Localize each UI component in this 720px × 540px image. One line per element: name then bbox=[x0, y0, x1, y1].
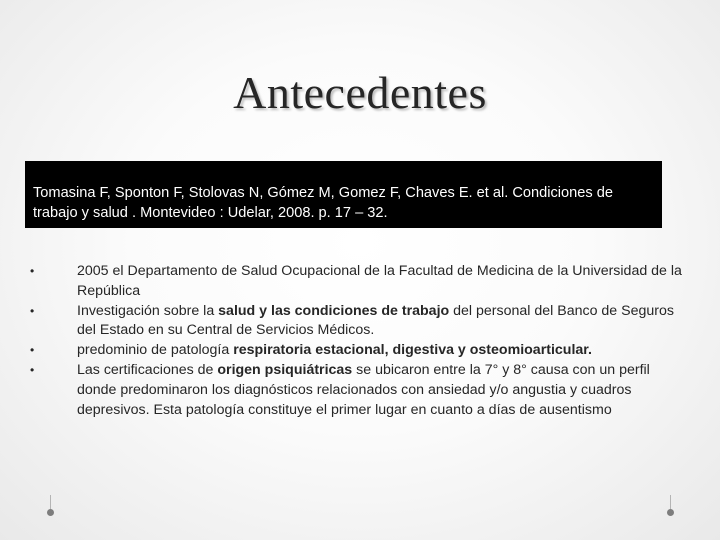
bullet-icon: • bbox=[30, 343, 35, 358]
citation-box: Tomasina F, Sponton F, Stolovas N, Gómez M, Gomez F, Chaves E. et al. Condiciones de trabajo y salud . Montevideo : Udelar, 2008. p. 17 – 32. bbox=[25, 161, 662, 228]
bullet-icon: • bbox=[30, 303, 35, 318]
bullet-icon: • bbox=[30, 362, 35, 377]
bullet-list bbox=[28, 262, 688, 420]
bullet-text: se ubicaron entre la 7° y 8° causa con un perfil donde predominaron los diagnósticos relacionados con ansiedad y/o angustia y cuadros depresivos. Esta patología constituye el primer lugar en cuanto a días de ausentismo bbox=[77, 361, 650, 418]
bullet-text: predominio de patología bbox=[77, 342, 234, 359]
bullet-item bbox=[28, 302, 688, 342]
bullet-emphasis: respiratoria estacional, digestiva y osteomioarticular. bbox=[233, 342, 592, 359]
bullet-text: Investigación sobre la bbox=[77, 302, 219, 319]
slide-title: Antecedentes bbox=[233, 67, 487, 118]
bullet-item bbox=[28, 361, 688, 420]
bullet-text: 2005 el Departamento de Salud Ocupacional de la Facultad de Medicina de la Universidad de la República bbox=[77, 263, 682, 299]
left-corner-dot bbox=[47, 509, 54, 516]
left-corner-line bbox=[50, 495, 51, 509]
bullet-text: del personal del Banco de Seguros del Estado en su Central de Servicios Médicos. bbox=[77, 302, 674, 339]
right-corner-line bbox=[670, 495, 671, 509]
bullet-icon: • bbox=[30, 264, 35, 278]
bullet-item bbox=[28, 341, 688, 361]
bullet-item bbox=[28, 262, 688, 302]
bullet-emphasis: salud y las condiciones de trabajo bbox=[218, 302, 450, 319]
bullet-emphasis: origen psiquiátricas bbox=[217, 361, 353, 378]
bullet-text: Las certificaciones de bbox=[77, 361, 218, 378]
right-corner-dot bbox=[667, 509, 674, 516]
